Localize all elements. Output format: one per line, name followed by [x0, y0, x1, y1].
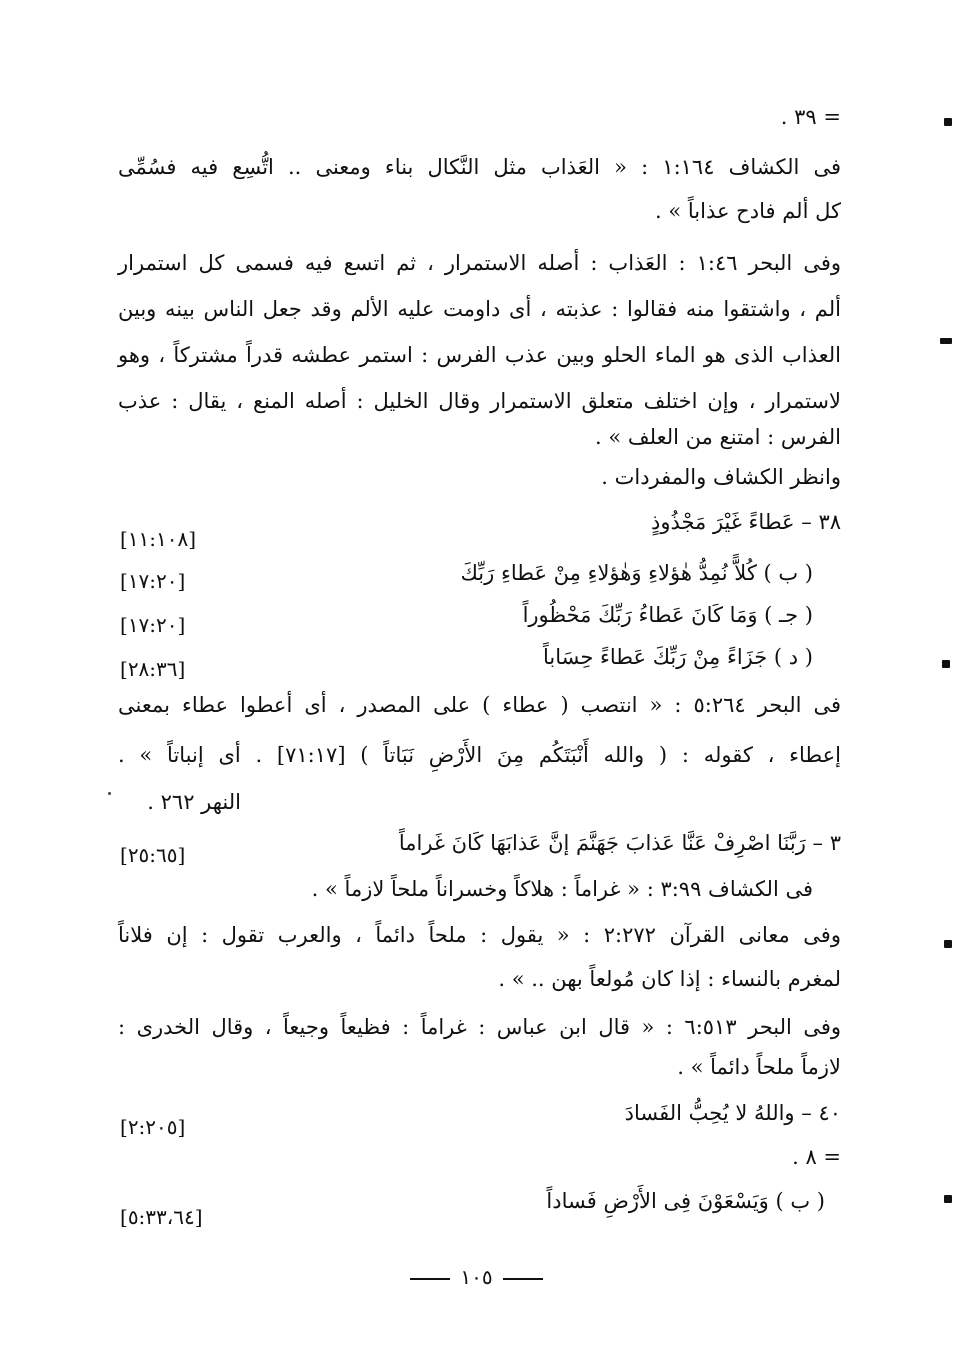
paragraph-line: وفى معانى القرآن ٢:٢٧٢ : « يقول : ملحاً دائماً ، والعرب تقول : إن فلاناً [118, 923, 841, 947]
margin-mark [942, 660, 950, 668]
paragraph-line: كل ألم فادح عذاباً » . [655, 199, 841, 223]
margin-mark [940, 338, 952, 344]
paragraph-line: لازماً ملحاً دائماً » . [677, 1055, 841, 1079]
paragraph-line: فى الكشاف ١:١٦٤ : « العَذاب مثل النَّكال بناء ومعنى .. اتُّسِع فيه فسُمِّى [118, 155, 842, 179]
page-number-footer [0, 1262, 953, 1292]
section-marker: = ٣٩ . [780, 105, 841, 129]
verse-reference: [٢٥:٦٥] [120, 843, 186, 867]
verse-reference: [١٧:٢٠] [120, 569, 186, 593]
paragraph-line: وفى البحر ٦:٥١٣ : « قال ابن عباس : غراماً : فظيعاً وجيعاً ، وقال الخدرى : [118, 1015, 841, 1039]
verse-line: ( جـ ) وَمَا كَانَ عَطاءُ رَبِّكَ مَحْظُوراً [522, 603, 813, 627]
paragraph-line: العذاب الذى هو الماء الحلو وبين عذب الفرس : استمر عطشه قدراً مشتركاً ، وهو [118, 343, 841, 367]
margin-mark [944, 940, 952, 948]
paragraph-line: فى الكشاف ٣:٩٩ : « غراماً : هلاكاً وخسراناً ملحاً لازماً » . [311, 877, 813, 901]
margin-mark [944, 118, 952, 126]
verse-reference: [١١:١٠٨] [120, 527, 197, 551]
paragraph-line: وفى البحر ١:٤٦ : العَذاب : أصله الاستمرار ، ثم اتسع فيه فسمى كل استمرار [118, 251, 841, 275]
verse-line: ( ب ) كُلاًّ نُمِدُّ هٰؤلاءِ وَهٰؤلاءِ مِنْ عَطاءِ رَبِّكَ [460, 561, 813, 585]
section-marker: = ٨ . [792, 1145, 841, 1169]
verse-line: ( ب ) وَيَسْعَوْنَ فِى الأَرْضِ فَساداً [546, 1189, 825, 1213]
paragraph-line: وانظر الكشاف والمفردات . [601, 465, 841, 489]
footer-dash [410, 1278, 450, 1280]
verse-reference: [٢٨:٣٦] [120, 657, 186, 681]
paragraph-line: لاستمرار ، وإن اختلف متعلق الاستمرار وقال الخليل : أصله المنع ، يقال : عذب [118, 389, 841, 413]
footer-dash [503, 1278, 543, 1280]
entry-heading: ٤٠ – واللهُ لا يُحِبُّ الفَسادَ [624, 1101, 841, 1125]
paragraph-line: لمغرم بالنساء : إذا كان مُولعاً بهن .. » . [498, 967, 841, 991]
paragraph-line: ألم ، واشتقوا منه فقالوا : عذبته ، أى داومت عليه الألم وقد جعل الناس بينه وبين [118, 297, 841, 321]
margin-mark [944, 1195, 952, 1203]
verse-reference: [٥:٣٣،٦٤] [120, 1205, 203, 1229]
print-speck [108, 792, 111, 795]
paragraph-line: الفرس : امتنع من العلف » . [595, 425, 841, 449]
verse-line: ( د ) جَزَاءً مِنْ رَبِّكَ عَطاءً حِسَاباً [542, 645, 813, 669]
paragraph-line: النهر ٢٦٢ . [147, 790, 241, 814]
entry-heading: ٣ – رَبَّنَا اصْرِفْ عَنَّا عَذابَ جَهَنَّمَ إنَّ عَذابَهَا كَانَ غَراماً [398, 831, 841, 855]
paragraph-line: فى البحر ٥:٢٦٤ : « انتصب ( عطاء ) على المصدر ، أى أعطوا عطاء بمعنى [118, 693, 841, 717]
verse-reference: [٢:٢٠٥] [120, 1115, 186, 1139]
verse-reference: [١٧:٢٠] [120, 613, 186, 637]
entry-heading: ٣٨ – عَطاءً غَيْرَ مَجْذُوذٍ [650, 510, 841, 534]
paragraph-line: إعطاء ، كقوله : ( والله أَنْبَتَكُم مِنَ الأَرْضِ نَبَاتاً ) [٧١:١٧] . أى إنباتاً » . [118, 743, 842, 767]
page-number: ١٠٥ [460, 1265, 493, 1289]
